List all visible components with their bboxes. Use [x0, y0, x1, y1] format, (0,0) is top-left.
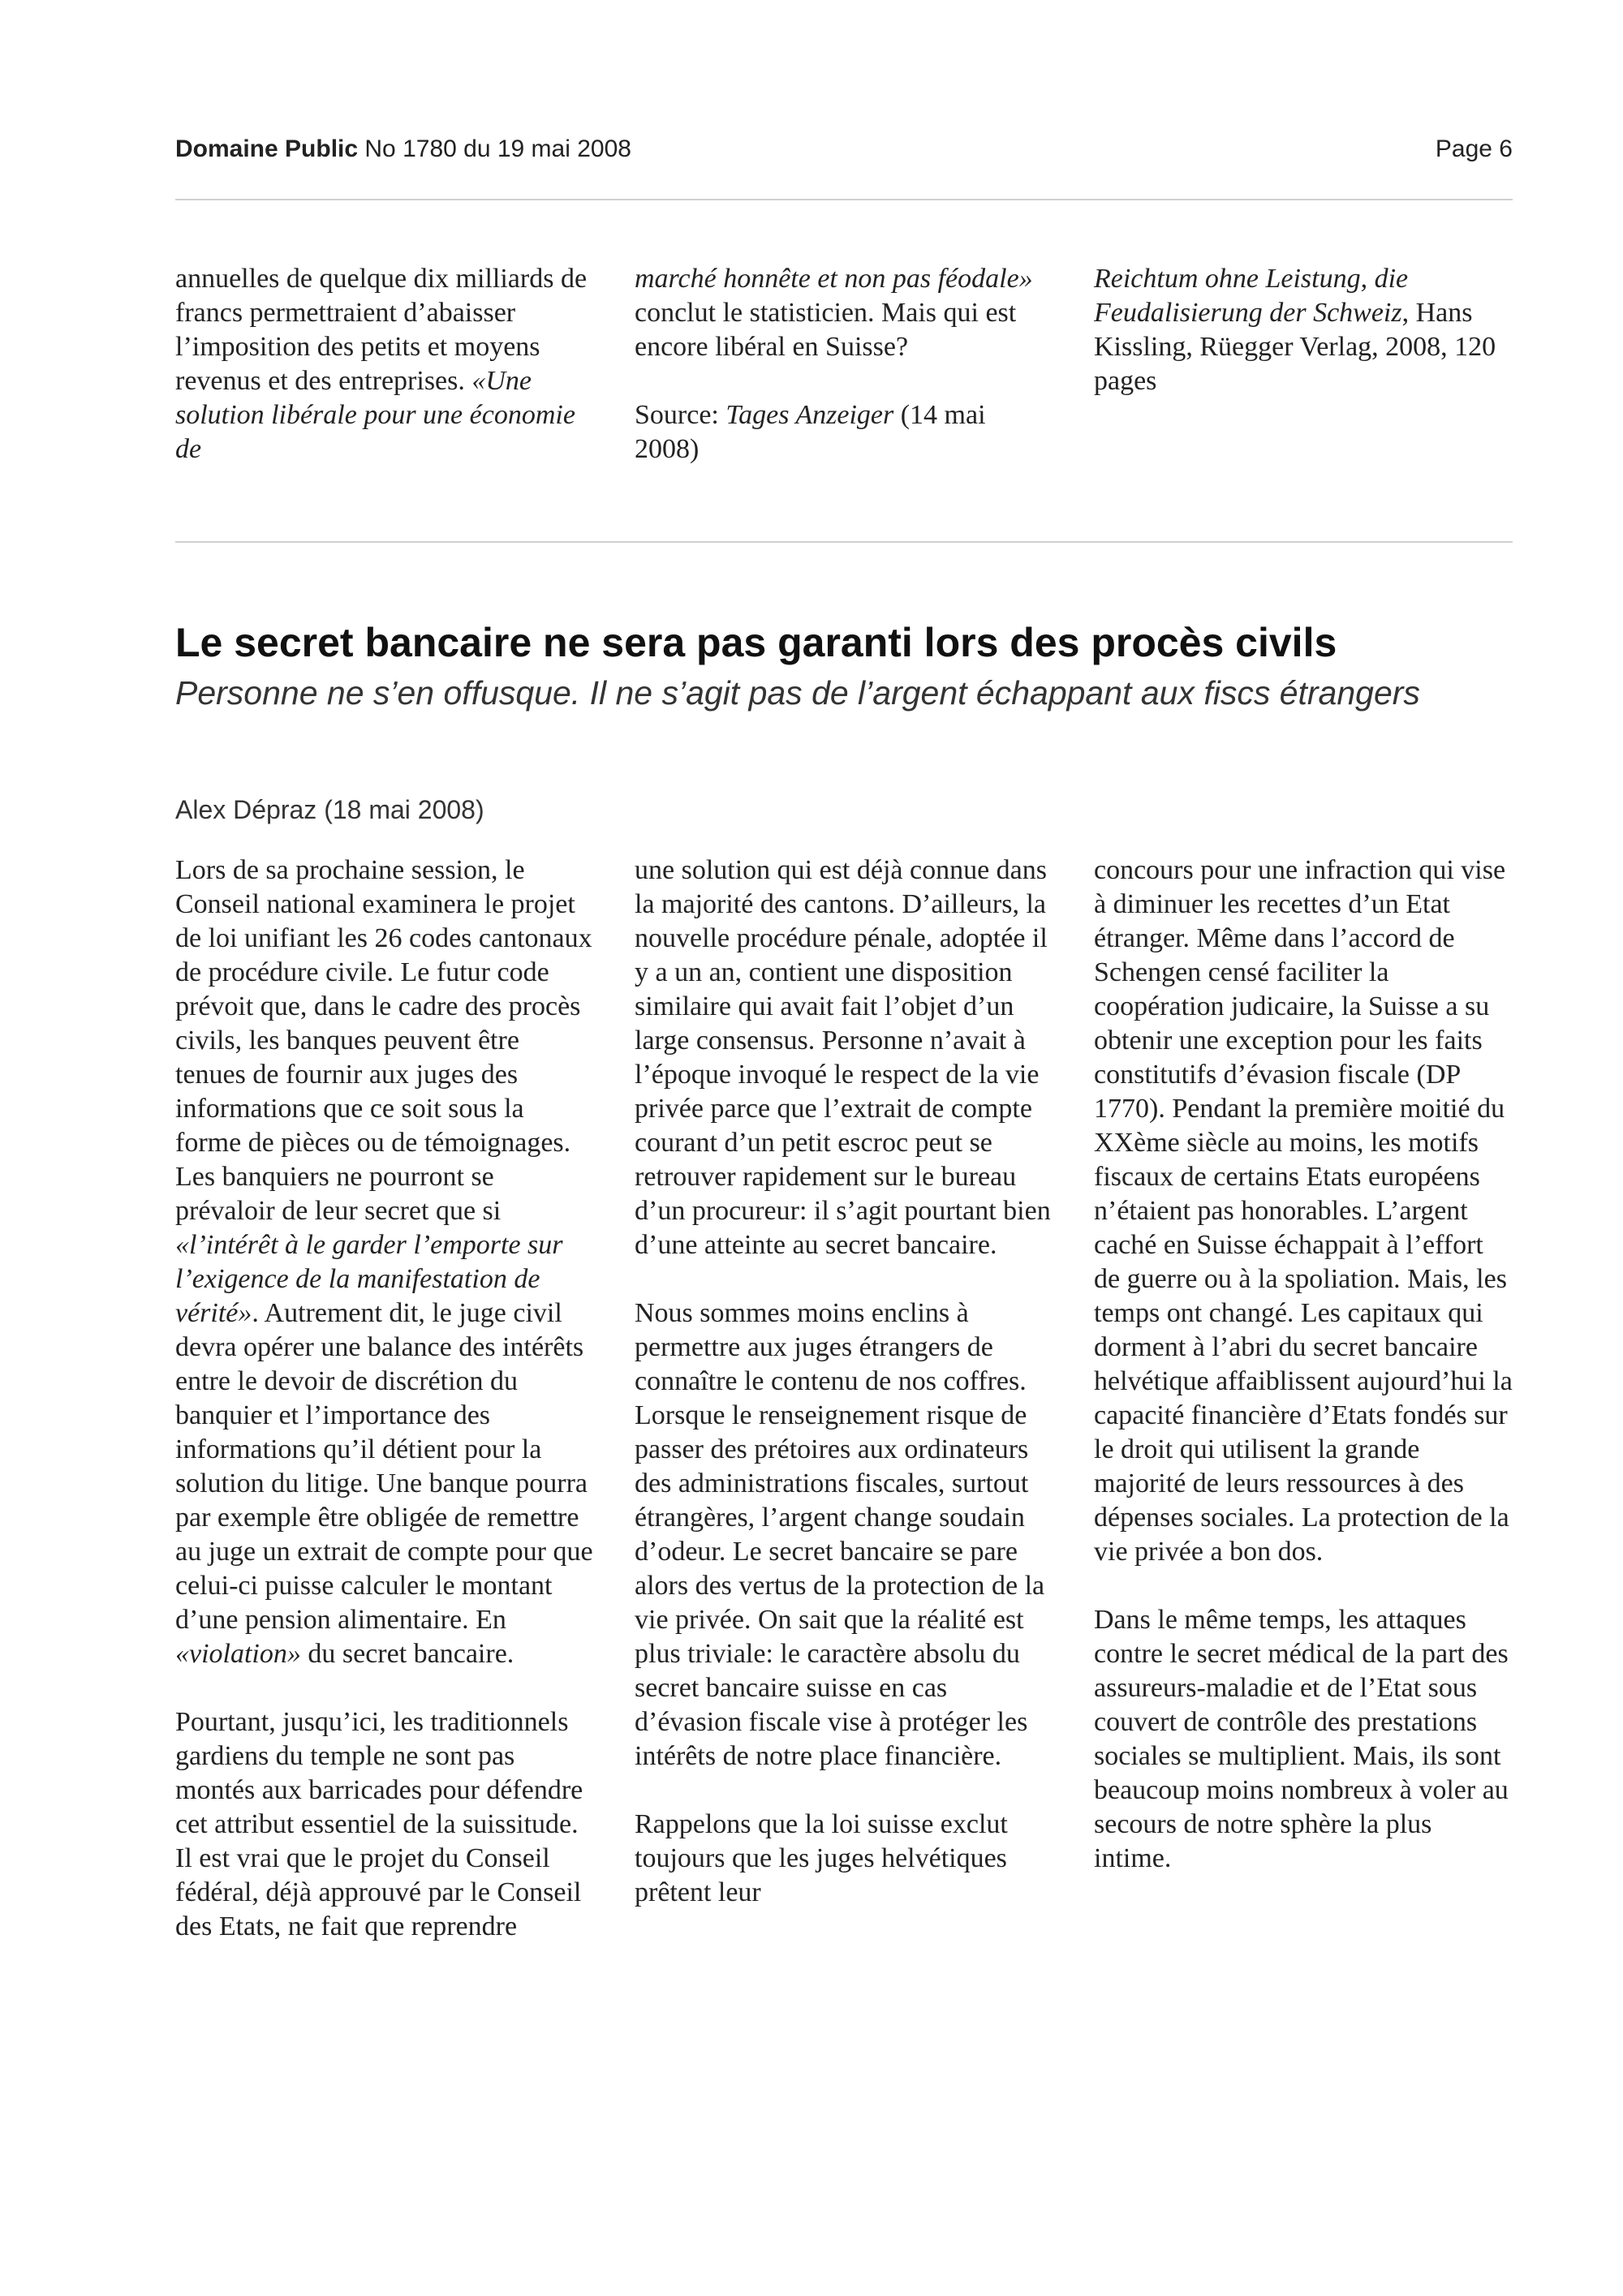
prev-column-2: [635, 262, 1053, 467]
article-byline: Alex Dépraz (18 mai 2008): [175, 795, 484, 824]
source-date: (14 mai 2008): [635, 400, 986, 464]
article-divider: [175, 541, 1513, 543]
quote-text: «violation»: [175, 1639, 301, 1669]
prev-column-3: [1094, 262, 1513, 467]
paragraph: concours pour une infraction qui vise à diminuer les recettes d’un Etat étranger. Même dans l’accord de Schengen censé faciliter la coopération judicaire, la Suisse a su obtenir une exception pour les faits constitutifs d’évasion fiscale (DP 1770). Pendant la première moitié du XXème siècle au moins, les motifs fiscaux de certains Etats européens n’étaient pas honorables. L’argent caché en Suisse échappait à l’effort de guerre ou à la spoliation. Mais, les temps ont changé. Les capitaux qui dorment à l’abri du secret bancaire helvétique affaiblissent aujourd’hui la capacité financière d’Etats fondés sur le droit qui utilisent la grande majorité de leurs ressources à des dépenses sociales. La protection de la vie privée a bon dos.: [1094, 855, 1513, 1567]
source-name: Tages Anzeiger: [725, 400, 894, 430]
source-label: Source:: [635, 400, 726, 430]
article-title: Le secret bancaire ne sera pas garanti lors des procès civils: [175, 620, 1337, 665]
page-header: [175, 130, 1513, 169]
article-body: [175, 853, 1513, 1944]
paragraph: Rappelons que la loi suisse exclut toujours que les juges helvétiques prêtent leur: [635, 1809, 1008, 1907]
previous-article-continuation: [175, 262, 1513, 467]
article-column-1: [175, 853, 594, 1944]
issue-info: No 1780 du 19 mai 2008: [364, 135, 631, 162]
paragraph: Pourtant, jusqu’ici, les traditionnels gardiens du temple ne sont pas montés aux barricades pour défendre cet attribut essentiel de la suissitude. Il est vrai que le projet du Conseil fédéral, déjà approuvé par le Conseil des Etats, ne fait que reprendre: [175, 1707, 583, 1941]
quote-text: «Une solution libérale pour une économie de: [175, 366, 575, 464]
article-column-3: [1094, 853, 1513, 1944]
text-run: annuelles de quelque dix milliards de francs permettraient d’abaisser l’imposition des petits et moyens revenus et des entreprises.: [175, 264, 588, 396]
article-subtitle: Personne ne s’en offusque. Il ne s’agit pas de l’argent échappant aux fiscs étrangers: [175, 674, 1420, 712]
quote-text: marché honnête et non pas féodale»: [635, 264, 1033, 294]
publication-name: Domaine Public: [175, 135, 359, 162]
text-run: du secret bancaire.: [300, 1639, 514, 1669]
header-divider: [175, 199, 1513, 200]
page-number: Page 6: [1435, 135, 1513, 162]
article-column-2: [635, 853, 1053, 1944]
text-run: Lors de sa prochaine session, le Conseil national examinera le projet de loi unifiant les 26 codes cantonaux de procédure civile. Le futur code prévoit que, dans le cadre des procès civils, les banques peuvent être tenues de fournir aux juges des informations que ce soit sous la forme de pièces ou de témoignages. Les banquiers ne pourront se prévaloir de leur secret que si: [175, 855, 592, 1226]
quote-text: «l’intérêt à le garder l’emporte sur l’exigence de la manifestation de vérité»: [175, 1230, 563, 1328]
book-reference: [1094, 262, 1513, 398]
prev-col1-paragraph: [175, 262, 594, 467]
paragraph: Nous sommes moins enclins à permettre aux juges étrangers de connaître le contenu de nos coffres. Lorsque le renseignement risque de passer des prétoires aux ordinateurs des administrations fiscales, surtout étrangères, l’argent change soudain d’odeur. Le secret bancaire se pare alors des vertus de la protection de la vie privée. On sait que la réalité est plus triviale: le caractère absolu du secret bancaire suisse en cas d’évasion fiscale vise à protéger les intérêts de notre place financière.: [635, 1298, 1045, 1771]
paragraph: [175, 853, 594, 1671]
book-info: , Hans Kissling, Rüegger Verlag, 2008, 120 pages: [1094, 298, 1496, 396]
paragraph: Dans le même temps, les attaques contre le secret médical de la part des assureurs-maladie et de l’Etat sous couvert de contrôle des prestations sociales se multiplient. Mais, ils sont beaucoup moins nombreux à voler au secours de notre sphère la plus intime.: [1094, 1605, 1509, 1873]
text-run: conclut le statisticien. Mais qui est encore libéral en Suisse?: [635, 298, 1017, 362]
book-title: Reichtum ohne Leistung, die Feudalisierung der Schweiz: [1094, 264, 1409, 328]
text-run: . Autrement dit, le juge civil devra opérer une balance des intérêts entre le devoir de discrétion du banquier et l’importance des informations qu’il détient pour la solution du litige. Une banque pourra par exemple être obligée de remettre au juge un extrait de compte pour que celui-ci puisse calculer le montant d’une pension alimentaire. En: [175, 1298, 593, 1635]
source-line: [635, 398, 1053, 467]
prev-col2-paragraph: [635, 262, 1053, 364]
paragraph: une solution qui est déjà connue dans la majorité des cantons. D’ailleurs, la nouvelle procédure pénale, adoptée il y a un an, contient une disposition similaire qui avait fait l’objet d’un large consensus. Personne n’avait à l’époque invoqué le respect de la vie privée parce que l’extrait de compte courant d’un petit escroc peut se retrouver rapidement sur le bureau d’un procureur: il s’agit pourtant bien d’une atteinte au secret bancaire.: [635, 855, 1051, 1260]
prev-column-1: [175, 262, 594, 467]
